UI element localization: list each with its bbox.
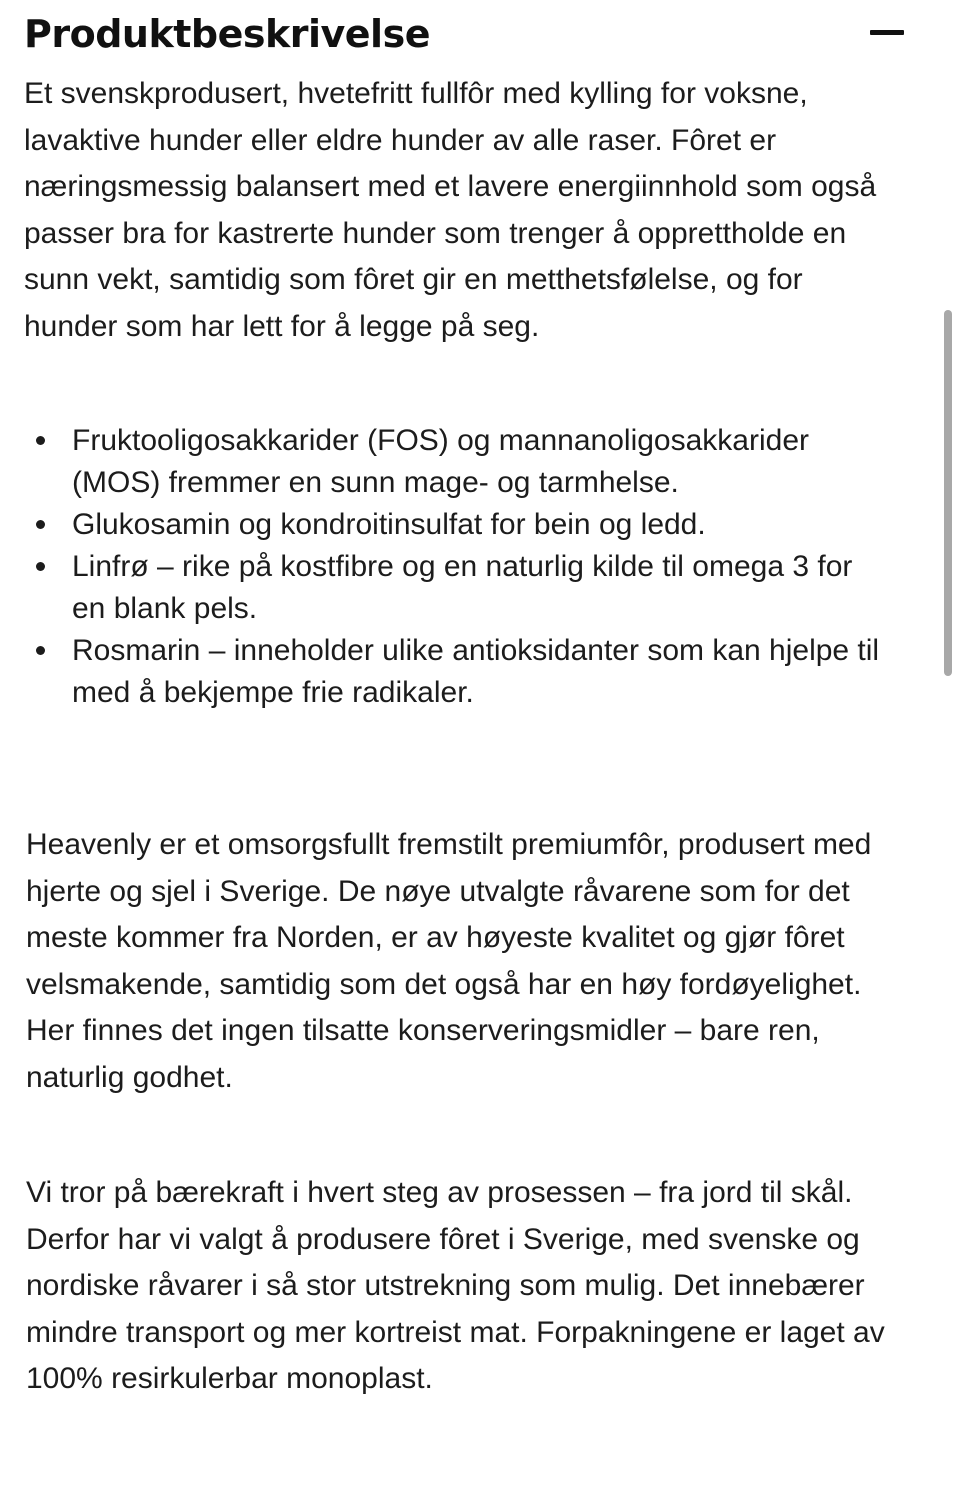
description-intro: Et svenskprodusert, hvetefritt fullfôr med kylling for voksne, lavaktive hunder eller eldre hunder av alle raser. Fôret er næringsmessig balansert med et lavere energiinnhold som også passer bra for kastrerte hunder som trenger å opprettholde en sunn vekt, samtidig som fôret gir en metthetsfølelse, og for hunder som har lett for å legge på seg.	[24, 77, 877, 343]
feature-text: Linfrø – rike på kostfibre og en naturlig kilde til omega 3 for en blank pels.	[72, 550, 853, 625]
feature-list	[24, 420, 884, 714]
accordion-header[interactable]	[24, 8, 914, 60]
sustainability-paragraph: Vi tror på bærekraft i hvert steg av prosessen – fra jord til skål. Derfor har vi valgt å produsere fôret i Sverige, med svenske og nordiske råvarer i så stor utstrekning som mulig. Det innebærer mindre transport og mer kortreist mat. Forpakningene er laget av 100% resirkulerbar monoplast.	[26, 1176, 885, 1395]
scrollbar-thumb[interactable]	[944, 310, 952, 676]
bullet-icon	[36, 520, 45, 529]
bullet-icon	[36, 562, 45, 571]
brand-paragraph: Heavenly er et omsorgsfullt fremstilt premiumfôr, produsert med hjerte og sjel i Sverige. De nøye utvalgte råvarene som for det meste kommer fra Norden, er av høyeste kvalitet og gjør fôret velsmakende, samtidig som det også har en høy fordøyelighet. Her finnes det ingen tilsatte konserveringsmidler – bare ren, naturlig godhet.	[26, 828, 872, 1094]
feature-text: Glukosamin og kondroitinsulfat for bein og ledd.	[72, 508, 706, 541]
bullet-icon	[36, 436, 45, 445]
feature-text: Rosmarin – inneholder ulike antioksidanter som kan hjelpe til med å bekjempe frie radikaler.	[72, 634, 880, 709]
list-item	[24, 504, 884, 546]
list-item	[24, 546, 884, 630]
bullet-icon	[36, 646, 45, 655]
section-title: Produktbeskrivelse	[24, 12, 430, 56]
list-item	[24, 630, 884, 714]
minus-icon[interactable]	[870, 30, 904, 35]
feature-text: Fruktooligosakkarider (FOS) og mannanoligosakkarider (MOS) fremmer en sunn mage- og tarmhelse.	[72, 424, 809, 499]
list-item	[24, 420, 884, 504]
